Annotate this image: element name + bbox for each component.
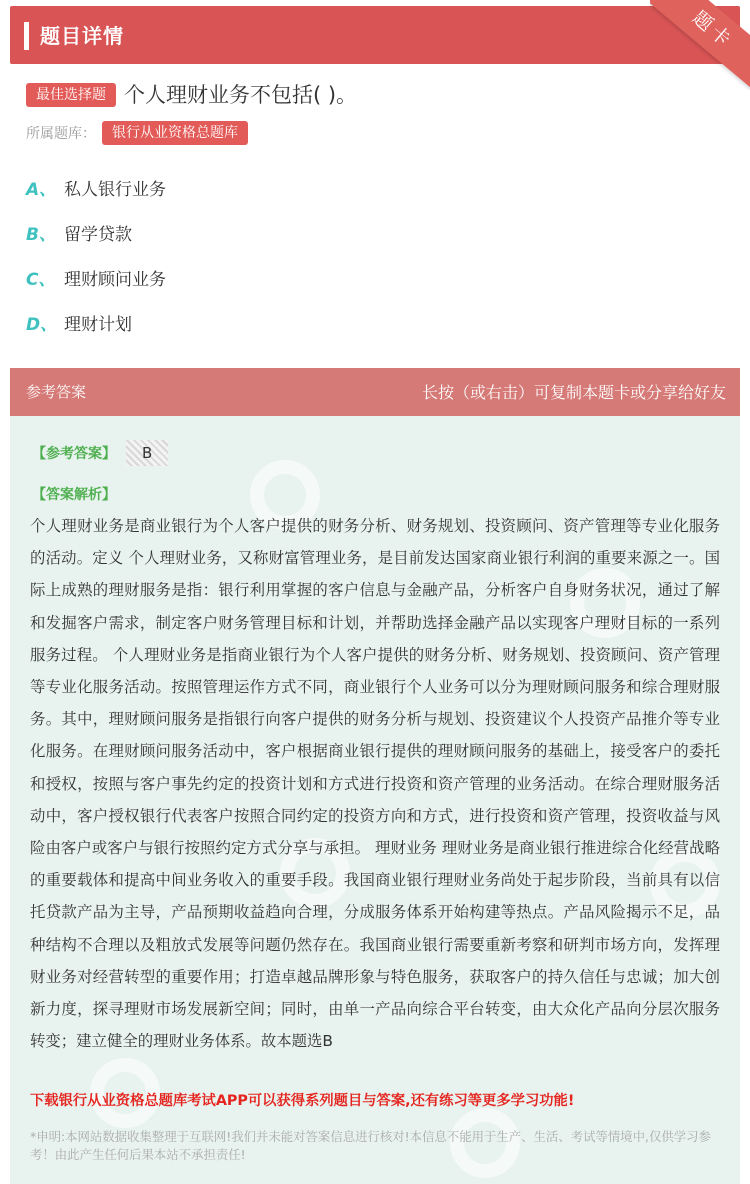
analysis-label: 【答案解析】 — [32, 487, 116, 503]
reference-answer-value: B — [126, 440, 168, 466]
page-title: 题目详情 — [40, 24, 124, 48]
option-text: 理财顾问业务 — [64, 270, 166, 290]
answer-panel — [10, 368, 740, 1184]
question-bank-row — [26, 121, 248, 145]
question-text: 个人理财业务不包括( )。 — [124, 83, 358, 107]
analysis-text: 个人理财业务是商业银行为个人客户提供的财务分析、财务规划、投资顾问、资产管理等专业化服务的活动。定义 个人理财业务，又称财富管理业务，是目前发达国家商业银行利润的重要来源之一。国际上成熟的理财服务是指：银行利用掌握的客户信息与金融产品，分析客户自身财务状况，通过了解和发掘客户需求，制定客户财务管理目标和计划，并帮助选择金融产品以实现客户理财目标的一系列服务过程。 个人理财业务是指商业银行为个人客户提供的财务分析、财务规划、投资顾问、资产管理等专业化服务活动。按照管理运作方式不同，商业银行个人业务可以分为理财顾问服务和综合理财服务。其中，理财顾问服务是指银行向客户提供的财务分析与规划、投资建议个人投资产品推介等专业化服务。在理财顾问服务活动中，客户根据商业银行提供的理财顾问服务的基础上，接受客户的委托和授权，按照与客户事先约定的投资计划和方式进行投资和资产管理的业务活动。在综合理财服务活动中，客户授权银行代表客户按照合同约定的投资方向和方式，进行投资和资产管理，投资收益与风险由客户或客户与银行按照约定方式分享与承担。 理财业务 理财业务是商业银行推进综合化经营战略的重要载体和提高中间业务收入的重要手段。我国商业银行理财业务尚处于起步阶段，当前具有以信托贷款产品为主导，产品预期收益趋向合理，分成服务体系开始构建等热点。产品风险揭示不足，品种结构不合理以及粗放式发展等问题仍然存在。我国商业银行需要重新考察和研判市场方向，发挥理财业务对经营转型的重要作用；打造卓越品牌形象与特色服务，获取客户的持久信任与忠诚；加大创新力度，探寻理财市场发展新空间；同时，由单一产品向综合平台转变，由大众化产品向分层次服务转变；建立健全的理财业务体系。故本题选B — [30, 517, 720, 1051]
option-d[interactable] — [26, 310, 166, 335]
reference-answer-label: 【参考答案】 — [32, 446, 116, 462]
download-app-link[interactable]: 下载银行从业资格总题库考试APP可以获得系列题目与答案,还有练习等更多学习功能! — [30, 1093, 575, 1109]
option-letter: A、 — [26, 180, 57, 200]
option-letter: D、 — [26, 315, 58, 335]
option-letter: B、 — [26, 225, 56, 245]
share-hint[interactable]: 长按（或右击）可复制本题卡或分享给好友 — [421, 383, 726, 402]
option-text: 理财计划 — [64, 315, 132, 335]
disclaimer-text: *申明:本网站数据收集整理于互联网!我们并未能对答案信息进行核对!本信息不能用于生产、生活、考试等情境中,仅供学习参考！由此产生任何后果本站不承担责任! — [30, 1129, 711, 1162]
question-type-tag: 最佳选择题 — [26, 83, 116, 107]
option-a[interactable] — [26, 175, 166, 200]
header-accent-bar — [24, 22, 29, 50]
question-bank-link[interactable]: 银行从业资格总题库 — [102, 121, 248, 145]
answer-header-title: 参考答案 — [26, 383, 87, 401]
option-text: 留学贷款 — [64, 225, 132, 245]
question-row — [26, 80, 357, 110]
option-letter: C、 — [26, 270, 56, 290]
answer-header — [10, 368, 740, 416]
options-list — [26, 175, 166, 355]
option-text: 私人银行业务 — [64, 180, 166, 200]
corner-ribbon-label: 题卡 — [650, 0, 750, 90]
reference-answer — [32, 440, 168, 466]
question-bank-label: 所属题库： — [26, 126, 96, 142]
page-header — [10, 6, 740, 64]
option-b[interactable] — [26, 220, 166, 245]
option-c[interactable] — [26, 265, 166, 290]
corner-ribbon — [650, 0, 750, 90]
